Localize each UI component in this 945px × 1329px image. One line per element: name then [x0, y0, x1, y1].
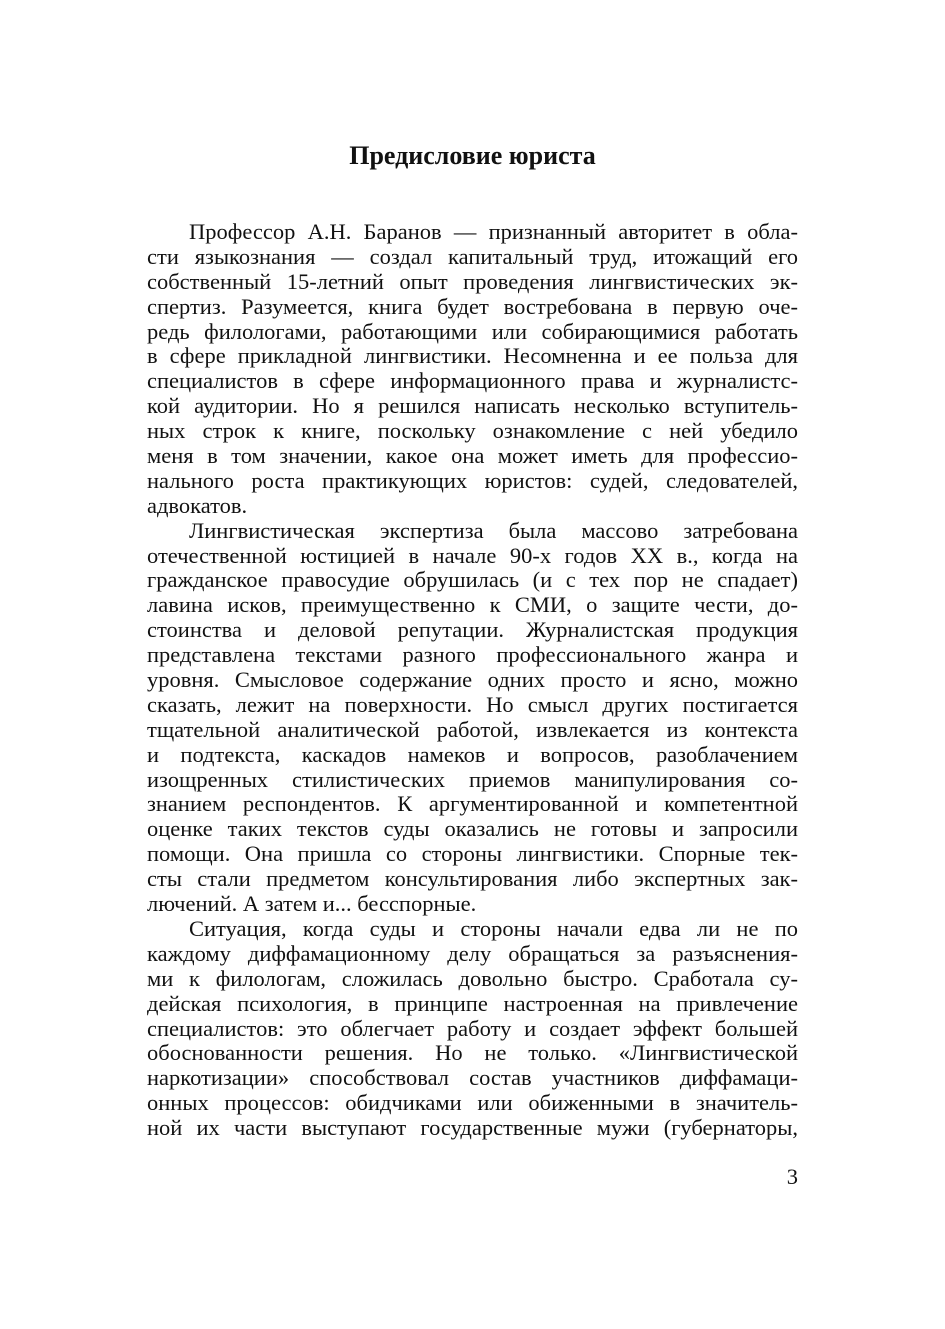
paragraph [147, 519, 798, 917]
text-line: уровня. Смысловое содержание одних просто и ясно, можно [147, 667, 798, 693]
text-line: знанием респондентов. К аргументированной и компетентной [147, 791, 798, 817]
text-line: ных строк к книге, поскольку ознакомление с ней убедило [147, 418, 798, 444]
text-line: кой аудитории. Но я решился написать несколько вступитель- [147, 393, 798, 419]
text-line: Профессор А.Н. Баранов — признанный авторитет в обла- [189, 219, 798, 244]
page-number: 3 [786, 1164, 798, 1189]
text-line: сты стали предметом консультирования либо экспертных зак- [147, 866, 798, 892]
text-line: дейская психология, в принципе настроенная на привлечение [147, 990, 798, 1016]
book-page [147, 0, 798, 1329]
text-line: лючений. А затем и... бесспорные. [147, 891, 477, 917]
text-line: тщательной аналитической работой, извлекается из контекста [147, 716, 798, 742]
text-line: помощи. Она пришла со стороны лингвистики. Спорные тек- [147, 841, 798, 867]
text-line: спертиз. Разумеется, книга будет востребована в первую оче- [147, 293, 798, 319]
text-line: представлена текстами разного профессионального жанра и [147, 642, 798, 668]
text-line: и подтекста, каскадов намеков и вопросов, разоблачением [147, 741, 798, 767]
text-line: оценке таких текстов суды оказались не готовы и запросили [147, 816, 798, 842]
text-line: обоснованности решения. Но не только. «Лингвистической [147, 1040, 798, 1066]
text-line: Лингвистическая экспертиза была массово затребована [189, 517, 798, 543]
text-line: лавина исков, преимущественно к СМИ, о защите чести, до- [147, 592, 798, 618]
text-line: изощренных стилистических приемов манипулирования со- [147, 766, 798, 792]
text-line: онных процессов: обидчиками или обиженными в значитель- [147, 1090, 798, 1116]
paragraph [147, 917, 798, 1141]
text-line: специалистов: это облегчает работу и создает эффект большей [147, 1015, 798, 1041]
text-line: гражданское правосудие обрушилась (и с тех пор не спадает) [147, 567, 798, 593]
text-line: специалистов в сфере информационного права и журналистс- [147, 368, 798, 394]
text-line: наркотизации» способствовал состав участников диффамаци- [147, 1065, 798, 1091]
text-line: каждому диффамационному делу обращаться за разъяснения- [147, 940, 798, 966]
text-line: стоинства и деловой репутации. Журналистская продукция [147, 617, 798, 643]
text-line: ной их части выступают государственные мужи (губернаторы, [147, 1115, 798, 1141]
text-line: сказать, лежит на поверхности. Но смысл других постигается [147, 691, 798, 717]
text-line: отечественной юстицией в начале 90-х годов XX в., когда на [147, 542, 798, 568]
text-line: нального роста практикующих юристов: судей, следователей, [147, 467, 798, 493]
body-text [147, 220, 798, 1141]
page-title: Предисловие юриста [349, 141, 596, 170]
text-line: адвокатов. [147, 492, 248, 518]
text-line: в сфере прикладной лингвистики. Несомненна и ее польза для [147, 343, 798, 369]
text-line: Ситуация, когда суды и стороны начали едва ли не по [189, 915, 798, 941]
text-line: меня в том значении, какое она может иметь для профессио- [147, 443, 798, 469]
text-line: сти языкознания — создал капитальный труд, итожащий его [147, 243, 798, 269]
text-line: редь филологами, работающими или собирающимися работать [147, 318, 798, 344]
text-line: ми к филологам, сложилась довольно быстро. Сработала су- [147, 965, 798, 991]
text-line: собственный 15-летний опыт проведения лингвистических эк- [147, 268, 798, 294]
paragraph [147, 220, 798, 519]
